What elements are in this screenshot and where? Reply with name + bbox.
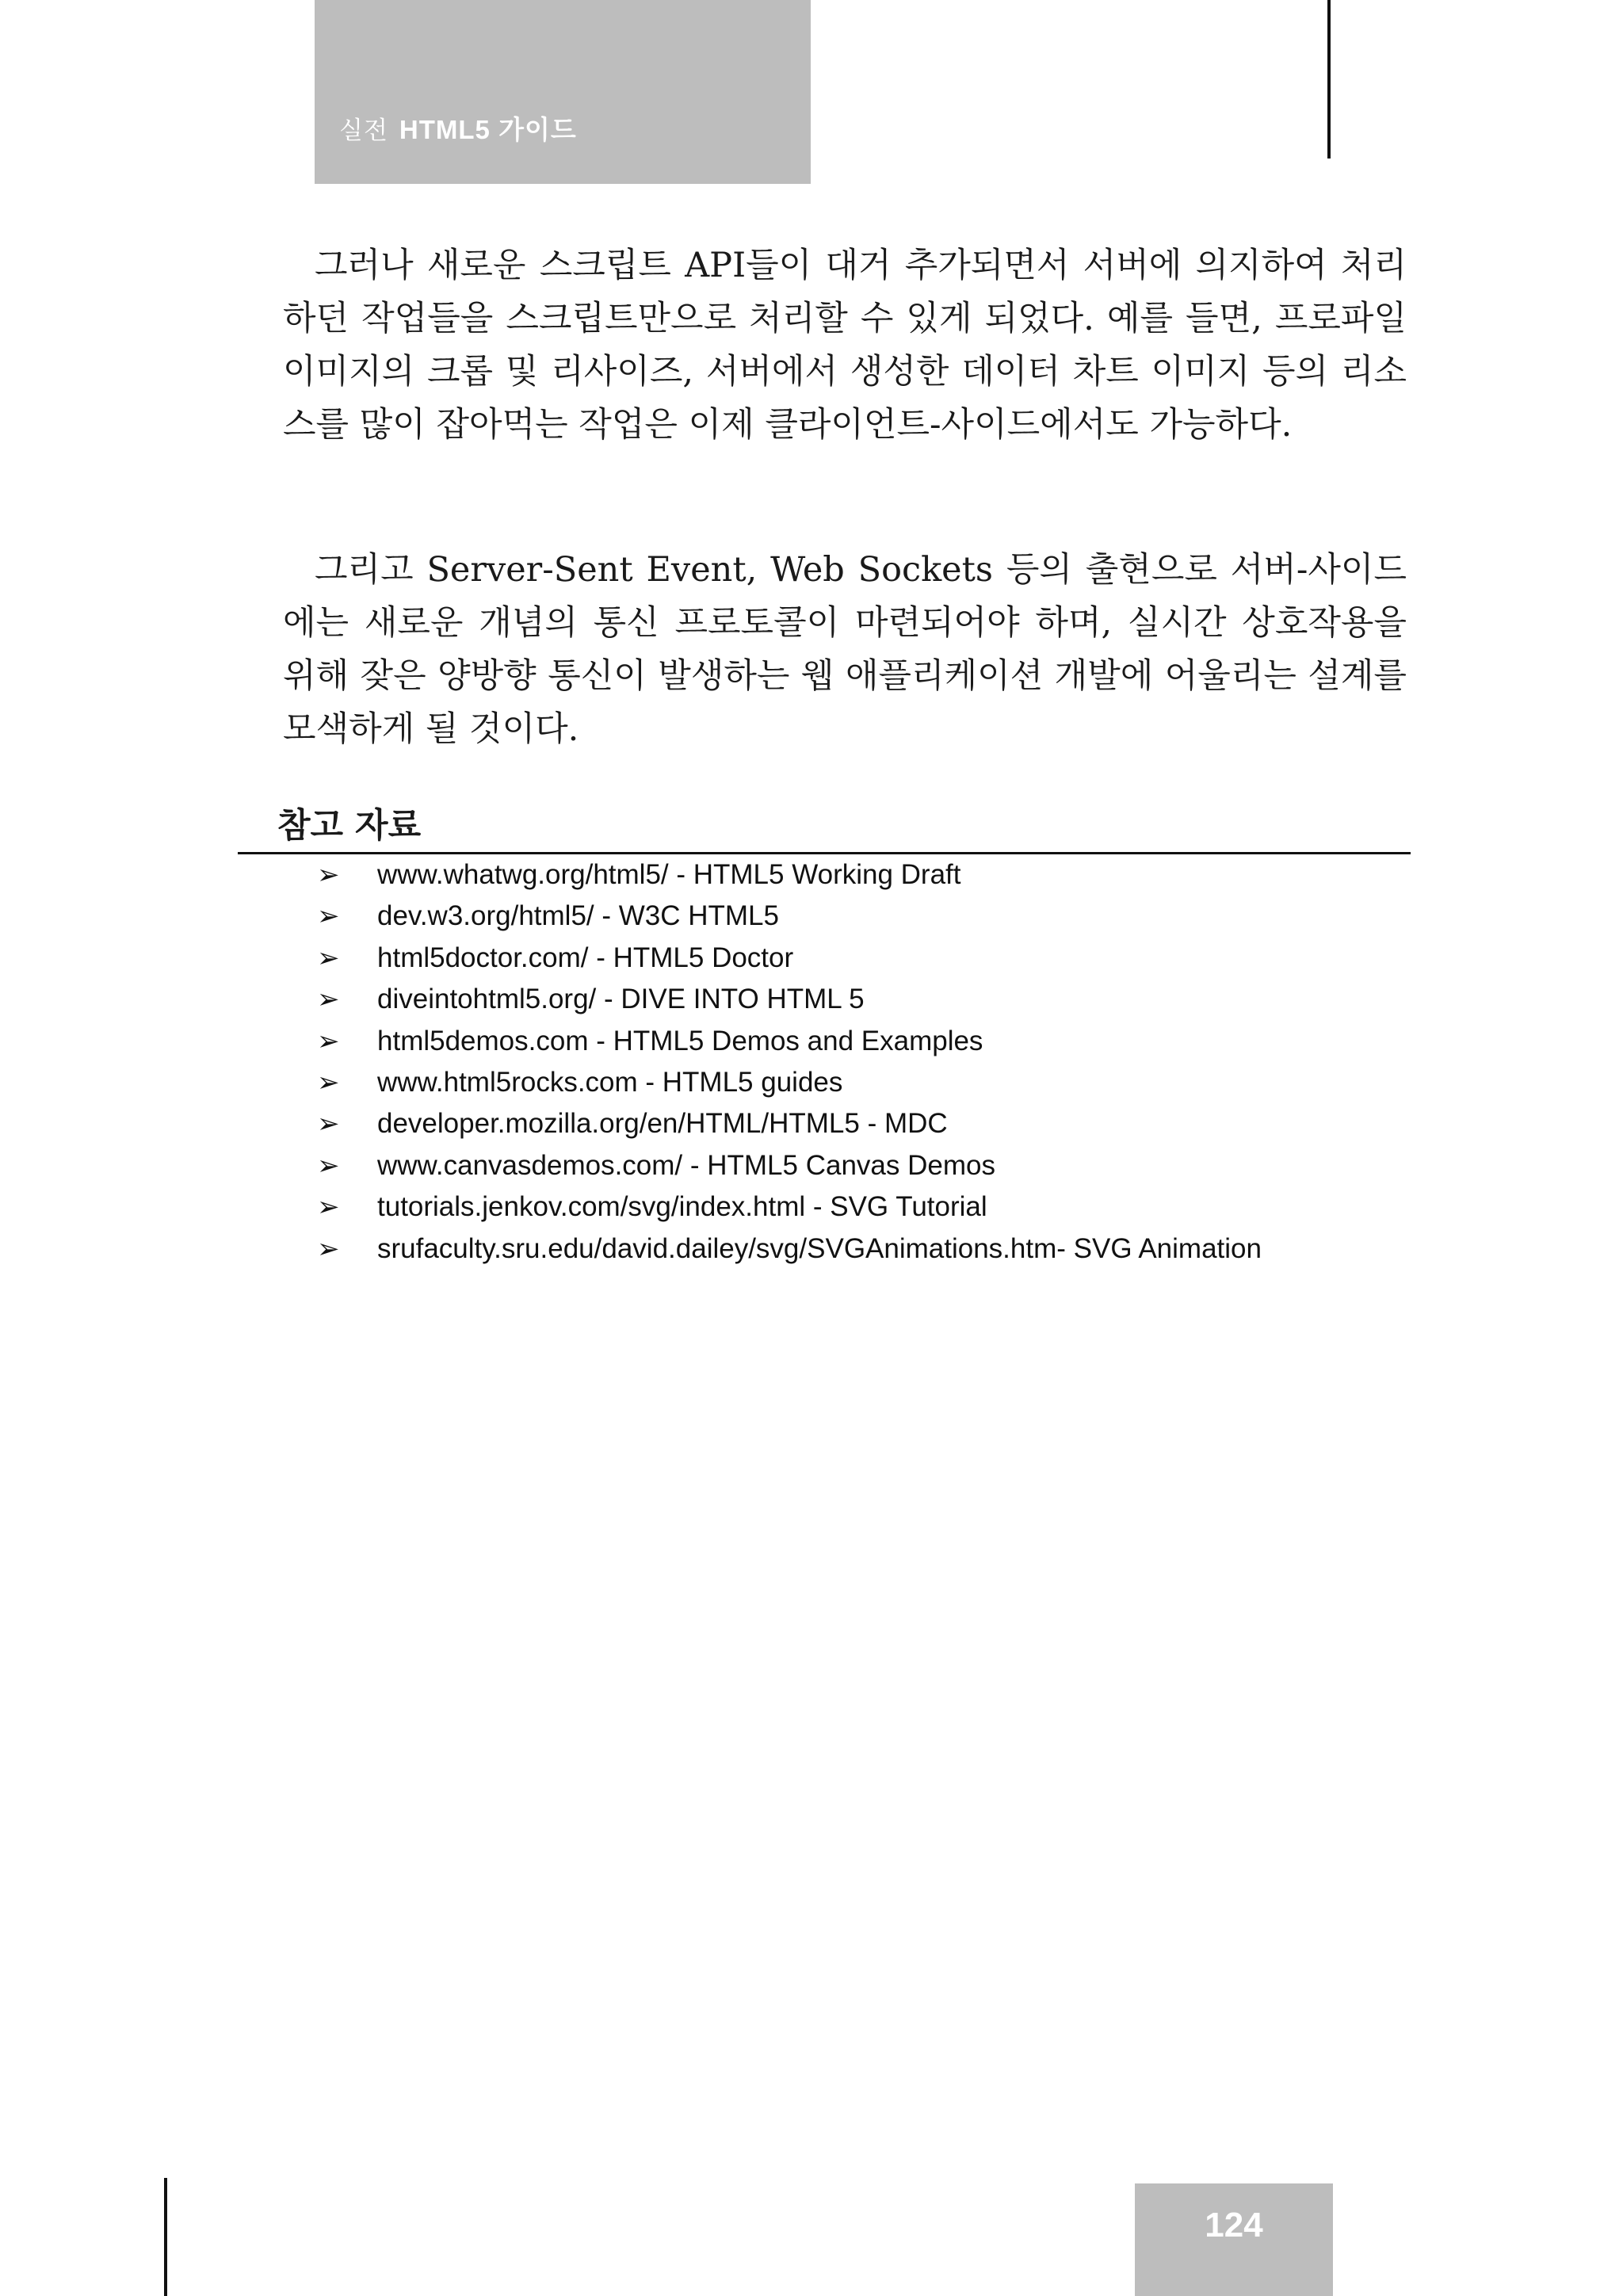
body-paragraph: 그러나 새로운 스크립트 API들이 대거 추가되면서 서버에 의지하여 처리하던 작업들을 스크립트만으로 처리할 수 있게 되었다. 예를 들면, 프로파일 이미지의 크롭 및 리사이즈, 서버에서 생성한 데이터 차트 이미지 등의 리소스를 많이 잡아먹는 작업은 이제 클라이언트-사이드에서도 가능하다. [283, 246, 1407, 445]
top-margin-rule [1327, 0, 1331, 159]
running-header [339, 109, 577, 147]
arrow-bullet-icon: ➢ [317, 901, 340, 932]
reference-list [317, 854, 1262, 1270]
list-item [317, 1228, 1262, 1270]
arrow-bullet-icon: ➢ [317, 1026, 340, 1056]
reference-text: html5demos.com - HTML5 Demos and Examples [377, 1025, 983, 1056]
list-item [317, 1103, 1262, 1144]
reference-text: www.whatwg.org/html5/ - HTML5 Working Draft [377, 859, 961, 890]
arrow-bullet-icon: ➢ [317, 1192, 340, 1223]
list-item [317, 938, 1262, 979]
arrow-bullet-icon: ➢ [317, 1067, 340, 1098]
list-item [317, 854, 1262, 896]
list-item [317, 1021, 1262, 1062]
reference-text: tutorials.jenkov.com/svg/index.html - SVG Tutorial [377, 1191, 987, 1223]
page-number-box [1135, 2183, 1333, 2296]
list-item [317, 896, 1262, 937]
page-number: 124 [1205, 2206, 1263, 2244]
reference-text: dev.w3.org/html5/ - W3C HTML5 [377, 900, 779, 932]
reference-text: www.canvasdemos.com/ - HTML5 Canvas Demos [377, 1149, 995, 1181]
header-subtitle: 실전 [339, 117, 388, 144]
reference-text: www.html5rocks.com - HTML5 guides [377, 1066, 843, 1098]
list-item [317, 1145, 1262, 1186]
bottom-margin-rule [164, 2178, 167, 2296]
list-item [317, 1186, 1262, 1228]
arrow-bullet-icon: ➢ [317, 860, 340, 890]
list-item [317, 979, 1262, 1020]
header-tab [315, 0, 811, 184]
reference-text: srufaculty.sru.edu/david.dailey/svg/SVGAnimations.htm- SVG Animation [377, 1232, 1262, 1264]
reference-text: diveintohtml5.org/ - DIVE INTO HTML 5 [377, 984, 865, 1015]
header-title: HTML5 가이드 [399, 115, 577, 144]
arrow-bullet-icon: ➢ [317, 1109, 340, 1140]
section-heading: 참고 자료 [277, 806, 422, 846]
arrow-bullet-icon: ➢ [317, 1150, 340, 1181]
reference-text: developer.mozilla.org/en/HTML/HTML5 - MDC [377, 1108, 948, 1140]
arrow-bullet-icon: ➢ [317, 942, 340, 973]
list-item [317, 1062, 1262, 1103]
arrow-bullet-icon: ➢ [317, 984, 340, 1015]
reference-text: html5doctor.com/ - HTML5 Doctor [377, 942, 794, 973]
arrow-bullet-icon: ➢ [317, 1233, 340, 1264]
body-paragraph: 그리고 Server-Sent Event, Web Sockets 등의 출현으로 서버-사이드에는 새로운 개념의 통신 프로토콜이 마련되어야 하며, 실시간 상호작용을 위해 잦은 양방향 통신이 발생하는 웹 애플리케이션 개발에 어울리는 설계를 모색하게 될 것이다. [283, 550, 1407, 749]
